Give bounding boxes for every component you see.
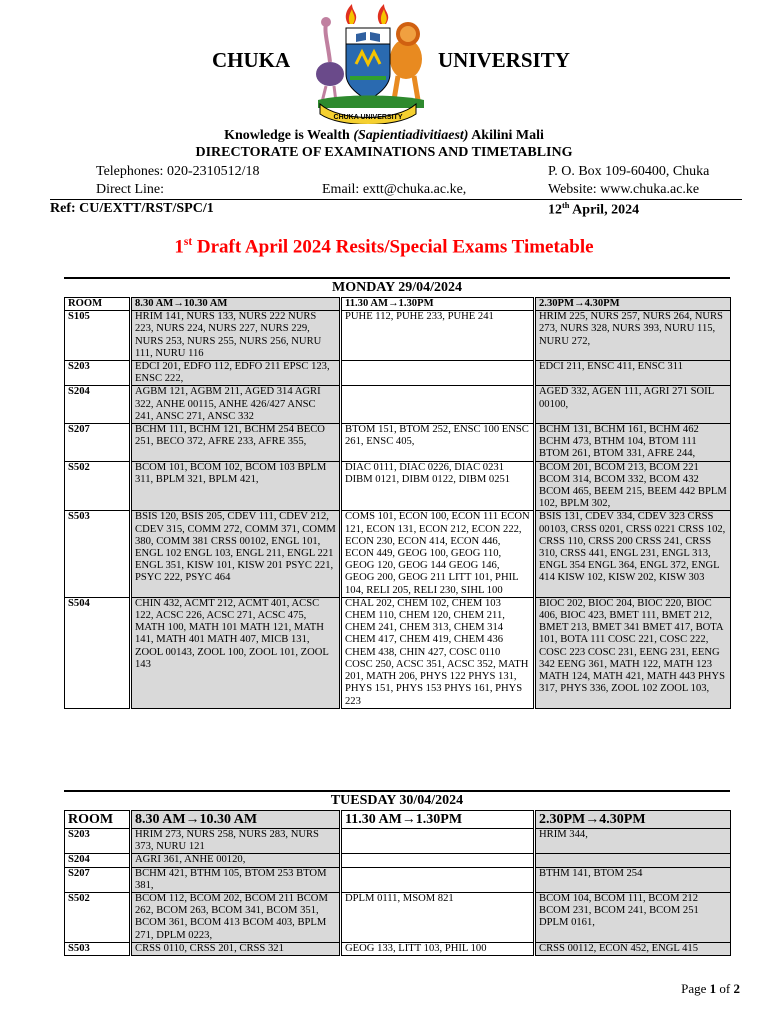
session3-cell: BCOM 201, BCOM 213, BCOM 221 BCOM 314, BCOM 332, BCOM 432 BCOM 465, BEEM 215, BEEM 442 BPLM 102, BPLM 302,: [535, 461, 731, 511]
motto: [0, 128, 768, 144]
room-header: ROOM: [65, 811, 131, 829]
session2-cell: [341, 867, 535, 892]
session1-header: 8.30 AM→10.30 AM: [131, 298, 341, 311]
room-cell: S502: [65, 893, 131, 943]
session3-header: 2.30PM→4.30PM: [535, 298, 731, 311]
document-date: [548, 201, 639, 219]
date-rest: April, 2024: [569, 202, 640, 218]
timetable-row: [65, 511, 731, 597]
session3-cell: BCHM 131, BCHM 161, BCHM 462 BCHM 473, BTHM 104, BTOM 111 BTOM 261, BTOM 331, AFRE 244,: [535, 424, 731, 462]
timetable-row: [65, 386, 731, 424]
session1-header: 8.30 AM→10.30 AM: [131, 811, 341, 829]
session2-header: 11.30 AM→1.30PM: [341, 811, 535, 829]
session2-cell: [341, 854, 535, 867]
session2-header: 11.30 AM→1.30PM: [341, 298, 535, 311]
session3-cell: EDCI 211, ENSC 411, ENSC 311: [535, 361, 731, 386]
title-number: 1: [174, 236, 184, 258]
session2-cell: DIAC 0111, DIAC 0226, DIAC 0231 DIBM 0121, DIBM 0122, DIBM 0251: [341, 461, 535, 511]
university-name-right: UNIVERSITY: [438, 48, 570, 72]
monday-day-title: MONDAY 29/04/2024: [331, 280, 463, 295]
timetable-row: [65, 854, 731, 867]
monday-section: [64, 277, 730, 709]
tuesday-section: [64, 790, 730, 956]
room-cell: S503: [65, 942, 131, 955]
title-suffix: st: [183, 236, 193, 248]
session3-cell: BSIS 131, CDEV 334, CDEV 323 CRSS 00103, CRSS 0201, CRSS 0221 CRSS 102, CRSS 110, CRSS 200 CRSS 241, CRSS 310, CRSS 441, ENGL 231, ENGL 313, ENGL 354 ENGL 364, ENGL 372, ENGL 414 KISW 102, KISW 202, KISW 303: [535, 511, 731, 597]
session2-cell: GEOG 133, LITT 103, PHIL 100: [341, 942, 535, 955]
email: Email: extt@chuka.ac.ke,: [322, 182, 467, 197]
page-mid: of: [716, 981, 734, 996]
date-suffix: th: [562, 201, 570, 210]
session1-cell: BSIS 120, BSIS 205, CDEV 111, CDEV 212, CDEV 315, COMM 272, COMM 371, COMM 380, COMM 381 CRSS 00102, ENGL 101, ENGL 102 ENGL 103, ENGL 211, ENGL 221 ENGL 351, KISW 101, KISW 201 PSYC 221, PSYC 222, PSYC 464: [131, 511, 341, 597]
timetable-row: [65, 942, 731, 955]
session1-cell: CHIN 432, ACMT 212, ACMT 401, ACSC 122, ACSC 226, ACSC 271, ACSC 475, MATH 100, MATH 101 MATH 121, MATH 141, MATH 401 MATH 407, MICB 131, ZOOL 00143, ZOOL 100, ZOOL 101, ZOOL 143: [131, 597, 341, 708]
session3-cell: HRIM 225, NURS 257, NURS 264, NURS 273, NURS 328, NURS 393, NURU 115, NURU 272,: [535, 311, 731, 361]
session1-cell: BCOM 101, BCOM 102, BCOM 103 BPLM 311, BPLM 321, BPLM 421,: [131, 461, 341, 511]
po-box: P. O. Box 109-60400, Chuka: [548, 164, 710, 179]
page-title: [0, 236, 768, 258]
timetable-row: [65, 867, 731, 892]
session1-cell: BCHM 111, BCHM 121, BCHM 254 BECO 251, BECO 372, AFRE 233, AFRE 355,: [131, 424, 341, 462]
directorate-title: DIRECTORATE OF EXAMINATIONS AND TIMETABLING: [195, 145, 573, 160]
session1-cell: HRIM 273, NURS 258, NURS 283, NURS 373, NURU 121: [131, 829, 341, 854]
reference-number: Ref: CU/EXTT/RST/SPC/1: [50, 201, 214, 216]
website: Website: www.chuka.ac.ke: [548, 182, 700, 197]
date-day: 12: [548, 202, 562, 218]
timetable-row: [65, 829, 731, 854]
tuesday-timetable: [64, 810, 731, 956]
timetable-row: [65, 893, 731, 943]
room-cell: S207: [65, 424, 131, 462]
session2-cell: [341, 829, 535, 854]
university-logo: [300, 4, 436, 124]
page-prefix: Page: [681, 981, 710, 996]
timetable-row: [65, 461, 731, 511]
session3-cell: AGED 332, AGEN 111, AGRI 271 SOIL 00100,: [535, 386, 731, 424]
session2-cell: DPLM 0111, MSOM 821: [341, 893, 535, 943]
logo-banner-text: CHUKA UNIVERSITY: [333, 114, 403, 121]
telephones: Telephones: 020-2310512/18: [96, 164, 260, 179]
title-text: Draft April 2024 Resits/Special Exams Timetable: [192, 236, 594, 258]
session2-cell: CHAL 202, CHEM 102, CHEM 103 CHEM 110, CHEM 120, CHEM 211, CHEM 241, CHEM 313, CHEM 314 CHEM 417, CHEM 419, CHEM 436 CHEM 438, CHIN 427, COSC 0110 COSC 250, ACSC 351, ACSC 352, MATH 201, MATH 206, PHYS 122 PHYS 131, PHYS 151, PHYS 153 PHYS 161, PHYS 223: [341, 597, 535, 708]
session3-header: 2.30PM→4.30PM: [535, 811, 731, 829]
timetable-row: [65, 311, 731, 361]
timetable-row: [65, 597, 731, 708]
session3-cell: [535, 854, 731, 867]
header-rule: [50, 199, 742, 200]
university-name-left: CHUKA: [212, 48, 291, 72]
tuesday-day-title: TUESDAY 30/04/2024: [330, 793, 464, 808]
session3-cell: BCOM 104, BCOM 111, BCOM 212 BCOM 231, BCOM 241, BCOM 251 DPLM 0161,: [535, 893, 731, 943]
session3-cell: HRIM 344,: [535, 829, 731, 854]
room-cell: S204: [65, 386, 131, 424]
tuesday-header-row: [65, 811, 731, 829]
direct-line: Direct Line:: [96, 182, 165, 197]
room-cell: S203: [65, 829, 131, 854]
session2-cell: PUHE 112, PUHE 233, PUHE 241: [341, 311, 535, 361]
timetable-row: [65, 361, 731, 386]
session1-cell: HRIM 141, NURS 133, NURS 222 NURS 223, NURS 224, NURS 227, NURS 229, NURS 253, NURS 255, NURS 256, NURU 111, NURU 116: [131, 311, 341, 361]
session1-cell: EDCI 201, EDFO 112, EDFO 211 EPSC 123, ENSC 222,: [131, 361, 341, 386]
session2-cell: [341, 386, 535, 424]
motto-latin: (Sapientiadivitiaest): [353, 128, 469, 143]
monday-header-row: [65, 298, 731, 311]
session2-cell: COMS 101, ECON 100, ECON 111 ECON 121, ECON 131, ECON 212, ECON 222, ECON 230, ECON 414, ECON 446, ECON 449, GEOG 100, GEOG 110, GEOG 120, GEOG 144 GEOG 146, GEOG 200, GEOG 211 LITT 101, PHIL 104, RELI 205, RELI 230, SIHL 100: [341, 511, 535, 597]
session2-cell: [341, 361, 535, 386]
session1-cell: AGBM 121, AGBM 211, AGED 314 AGRI 322, ANHE 00115, ANHE 426/427 ANSC 241, ANSC 271, ANSC 332: [131, 386, 341, 424]
motto-suffix: Akilini Mali: [471, 128, 544, 143]
session3-cell: BTHM 141, BTOM 254: [535, 867, 731, 892]
room-cell: S502: [65, 461, 131, 511]
page-total: 2: [733, 981, 740, 996]
timetable-row: [65, 424, 731, 462]
room-cell: S207: [65, 867, 131, 892]
session3-cell: BIOC 202, BIOC 204, BIOC 220, BIOC 406, BIOC 423, BMET 111, BMET 212, BMET 213, BMET 341 BMET 417, BOTA 101, BOTA 111 COSC 221, COSC 222, COSC 223 COSC 231, EENG 231, EENG 342 EENG 361, MATH 122, MATH 123 MATH 124, MATH 421, MATH 443 PHYS 317, PHYS 336, ZOOL 102 ZOOL 103,: [535, 597, 731, 708]
session3-cell: CRSS 00112, ECON 452, ENGL 415: [535, 942, 731, 955]
monday-timetable: [64, 297, 731, 709]
session1-cell: BCHM 421, BTHM 105, BTOM 253 BTOM 381,: [131, 867, 341, 892]
motto-prefix: Knowledge is Wealth: [224, 128, 350, 143]
session1-cell: CRSS 0110, CRSS 201, CRSS 321: [131, 942, 341, 955]
room-header: ROOM: [65, 298, 131, 311]
room-cell: S203: [65, 361, 131, 386]
page-number: [681, 981, 740, 997]
page-current: 1: [709, 981, 717, 996]
session1-cell: AGRI 361, ANHE 00120,: [131, 854, 341, 867]
room-cell: S105: [65, 311, 131, 361]
room-cell: S503: [65, 511, 131, 597]
room-cell: S504: [65, 597, 131, 708]
room-cell: S204: [65, 854, 131, 867]
session1-cell: BCOM 112, BCOM 202, BCOM 211 BCOM 262, BCOM 263, BCOM 341, BCOM 351, BCOM 361, BCOM 413 BCOM 403, BPLM 271, DPLM 0223,: [131, 893, 341, 943]
session2-cell: BTOM 151, BTOM 252, ENSC 100 ENSC 261, ENSC 405,: [341, 424, 535, 462]
